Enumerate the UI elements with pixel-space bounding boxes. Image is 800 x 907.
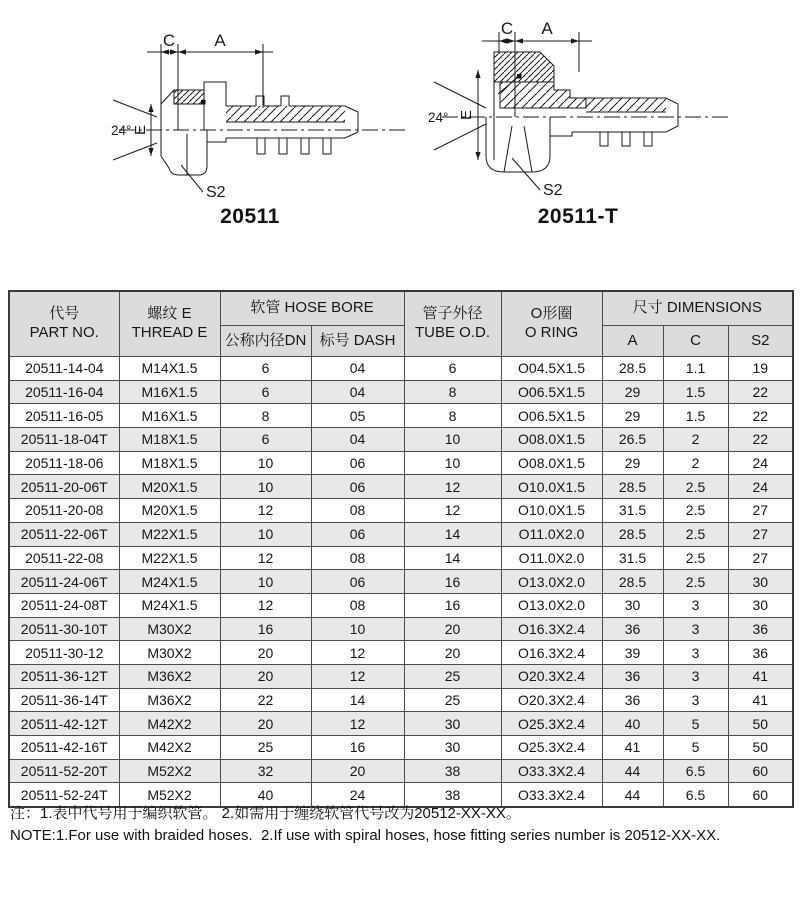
- table-cell: 20511-22-06T: [9, 522, 119, 546]
- table-row: [9, 664, 793, 688]
- table-cell: 3: [663, 593, 728, 617]
- table-cell: 20511-16-05: [9, 404, 119, 428]
- table-row: [9, 404, 793, 428]
- table-cell: 30: [404, 736, 501, 760]
- table-cell: 20511-42-16T: [9, 736, 119, 760]
- col-header-thread: [119, 291, 220, 357]
- table-cell: 28.5: [602, 475, 663, 499]
- angle-label: 24°: [428, 110, 449, 125]
- col-header-tube-od-en: TUBE O.D.: [415, 324, 491, 341]
- table-cell: O06.5X1.5: [501, 380, 602, 404]
- barb-grooves: [600, 132, 652, 146]
- table-cell: 22: [728, 404, 793, 428]
- table-cell: 25: [220, 736, 311, 760]
- table-cell: 29: [602, 380, 663, 404]
- table-cell: 60: [728, 759, 793, 783]
- table-cell: 20511-30-12: [9, 641, 119, 665]
- table-cell: 10: [220, 570, 311, 594]
- s2-leader: [512, 158, 540, 190]
- table-cell: 36: [602, 688, 663, 712]
- table-cell: M24X1.5: [119, 593, 220, 617]
- table-cell: 10: [404, 428, 501, 452]
- socket-section: [500, 82, 586, 108]
- table-cell: 1.1: [663, 357, 728, 381]
- angle-label: 24°: [111, 123, 132, 138]
- table-cell: 2.5: [663, 546, 728, 570]
- table-cell: 20511-52-24T: [9, 783, 119, 807]
- serration-hatch: [226, 106, 345, 122]
- table-cell: 28.5: [602, 522, 663, 546]
- table-cell: 04: [311, 357, 404, 381]
- table-cell: 41: [728, 688, 793, 712]
- table-cell: 20511-24-08T: [9, 593, 119, 617]
- table-cell: 36: [602, 617, 663, 641]
- table-cell: O13.0X2.0: [501, 570, 602, 594]
- table-cell: 30: [602, 593, 663, 617]
- group-header-dimensions: 尺寸 DIMENSIONS: [602, 291, 793, 326]
- table-cell: 41: [602, 736, 663, 760]
- cap-section: [494, 52, 554, 82]
- col-header-tube-od-zh: 管子外径: [422, 305, 483, 323]
- table-cell: 2: [663, 428, 728, 452]
- col-header-thread-en: THREAD E: [131, 324, 208, 341]
- note-zh: 注：1.表中代号用于编织软管。 2.如需用于缠绕软管代号改为20512-XX-XX。: [10, 805, 521, 822]
- table-cell: 38: [404, 783, 501, 807]
- table-row: [9, 451, 793, 475]
- table-cell: 16: [404, 593, 501, 617]
- table-cell: 39: [602, 641, 663, 665]
- table-cell: M24X1.5: [119, 570, 220, 594]
- table-row: [9, 475, 793, 499]
- col-header-thread-zh: 螺纹 E: [147, 305, 192, 323]
- table-cell: M52X2: [119, 759, 220, 783]
- table-cell: 24: [728, 451, 793, 475]
- spec-table-body: [9, 357, 793, 808]
- barb-notches: [256, 96, 289, 106]
- table-cell: 3: [663, 688, 728, 712]
- table-cell: 04: [311, 428, 404, 452]
- table-cell: 31.5: [602, 546, 663, 570]
- table-cell: 20511-52-20T: [9, 759, 119, 783]
- table-cell: 36: [602, 664, 663, 688]
- dim-label-a: A: [214, 31, 226, 50]
- col-header-part-no-zh: 代号: [49, 305, 80, 323]
- table-cell: O25.3X2.4: [501, 736, 602, 760]
- table-cell: 22: [728, 380, 793, 404]
- table-cell: 20511-42-12T: [9, 712, 119, 736]
- col-header-dash: 标号 DASH: [311, 326, 404, 357]
- table-cell: M30X2: [119, 641, 220, 665]
- col-header-dim-s2: S2: [728, 326, 793, 357]
- table-cell: M42X2: [119, 736, 220, 760]
- table-row: [9, 641, 793, 665]
- table-cell: 12: [311, 664, 404, 688]
- col-header-part-no-en: PART NO.: [29, 324, 99, 341]
- table-cell: 05: [311, 404, 404, 428]
- table-cell: 08: [311, 499, 404, 523]
- table-cell: O06.5X1.5: [501, 404, 602, 428]
- table-row: [9, 759, 793, 783]
- table-cell: 8: [404, 404, 501, 428]
- table-cell: 30: [728, 570, 793, 594]
- col-header-dn: 公称内径DN: [220, 326, 311, 357]
- table-cell: 12: [220, 499, 311, 523]
- table-cell: 32: [220, 759, 311, 783]
- table-cell: 6: [404, 357, 501, 381]
- table-cell: 10: [311, 617, 404, 641]
- col-header-dim-a: A: [602, 326, 663, 357]
- table-cell: 24: [728, 475, 793, 499]
- table-cell: M18X1.5: [119, 428, 220, 452]
- table-cell: O20.3X2.4: [501, 664, 602, 688]
- table-cell: 08: [311, 546, 404, 570]
- fitting-drawing-20511: [105, 18, 415, 218]
- table-cell: 2.5: [663, 499, 728, 523]
- table-cell: 6: [220, 428, 311, 452]
- table-cell: 20511-20-08: [9, 499, 119, 523]
- table-cell: 26.5: [602, 428, 663, 452]
- table-cell: 16: [311, 736, 404, 760]
- table-cell: M16X1.5: [119, 404, 220, 428]
- table-cell: 12: [311, 712, 404, 736]
- dim-label-s2: S2: [206, 184, 226, 201]
- table-cell: 2.5: [663, 475, 728, 499]
- table-cell: 6: [220, 380, 311, 404]
- table-cell: 1.5: [663, 380, 728, 404]
- group-header-hose-bore: 软管 HOSE BORE: [220, 291, 404, 326]
- table-cell: O16.3X2.4: [501, 617, 602, 641]
- dim-label-c: C: [500, 19, 514, 38]
- col-header-part-no: [9, 291, 119, 357]
- table-cell: 20: [404, 641, 501, 665]
- table-cell: M22X1.5: [119, 546, 220, 570]
- table-cell: 12: [220, 546, 311, 570]
- table-cell: M52X2: [119, 783, 220, 807]
- table-cell: 6.5: [663, 759, 728, 783]
- serration-hatch: [586, 98, 666, 112]
- table-cell: M20X1.5: [119, 475, 220, 499]
- table-cell: O08.0X1.5: [501, 451, 602, 475]
- table-cell: 24: [311, 783, 404, 807]
- table-cell: M36X2: [119, 688, 220, 712]
- table-cell: 29: [602, 404, 663, 428]
- col-header-tube-od: [404, 291, 501, 357]
- table-cell: 12: [311, 641, 404, 665]
- dim-label-a: A: [541, 19, 553, 38]
- table-cell: 3: [663, 641, 728, 665]
- table-cell: 06: [311, 522, 404, 546]
- table-cell: 3: [663, 664, 728, 688]
- table-cell: 27: [728, 522, 793, 546]
- table-cell: M36X2: [119, 664, 220, 688]
- table-cell: 10: [404, 451, 501, 475]
- hex-nut: [486, 117, 550, 172]
- table-cell: 20: [311, 759, 404, 783]
- table-cell: 41: [728, 664, 793, 688]
- table-cell: 22: [728, 428, 793, 452]
- table-cell: 10: [220, 522, 311, 546]
- collar: [204, 82, 226, 130]
- table-cell: 22: [220, 688, 311, 712]
- table-cell: 12: [404, 475, 501, 499]
- table-cell: 20: [220, 664, 311, 688]
- col-header-oring-zh: O形圈: [530, 305, 573, 323]
- table-cell: 20511-36-12T: [9, 664, 119, 688]
- table-cell: M22X1.5: [119, 522, 220, 546]
- table-row: [9, 357, 793, 381]
- table-cell: 2: [663, 451, 728, 475]
- s2-leader: [181, 165, 203, 192]
- table-cell: O11.0X2.0: [501, 546, 602, 570]
- table-cell: M18X1.5: [119, 451, 220, 475]
- table-cell: M20X1.5: [119, 499, 220, 523]
- table-row: [9, 522, 793, 546]
- fitting-drawing-20511-svg: [105, 18, 415, 218]
- barb-grooves: [257, 138, 331, 154]
- dim-label-e: E: [458, 109, 475, 121]
- table-cell: O10.0X1.5: [501, 499, 602, 523]
- table-cell: 8: [220, 404, 311, 428]
- table-cell: 3: [663, 617, 728, 641]
- table-cell: O08.0X1.5: [501, 428, 602, 452]
- table-cell: M42X2: [119, 712, 220, 736]
- table-row: [9, 617, 793, 641]
- spec-table: [8, 290, 794, 808]
- table-cell: O20.3X2.4: [501, 688, 602, 712]
- oring-dot: [201, 100, 206, 105]
- table-cell: 16: [404, 570, 501, 594]
- table-cell: M16X1.5: [119, 380, 220, 404]
- table-cell: 2.5: [663, 522, 728, 546]
- table-cell: O10.0X1.5: [501, 475, 602, 499]
- table-cell: 28.5: [602, 570, 663, 594]
- table-cell: 5: [663, 736, 728, 760]
- table-cell: 28.5: [602, 357, 663, 381]
- table-cell: 8: [404, 380, 501, 404]
- table-cell: 08: [311, 593, 404, 617]
- table-cell: 40: [602, 712, 663, 736]
- table-cell: 16: [220, 617, 311, 641]
- table-cell: 20511-18-04T: [9, 428, 119, 452]
- table-row: [9, 736, 793, 760]
- table-cell: 20511-14-04: [9, 357, 119, 381]
- drawing-title-20511: 20511: [220, 205, 280, 228]
- fitting-drawing-20511t-svg: [420, 12, 740, 217]
- table-cell: 06: [311, 451, 404, 475]
- table-cell: O13.0X2.0: [501, 593, 602, 617]
- table-cell: M14X1.5: [119, 357, 220, 381]
- table-row: [9, 570, 793, 594]
- table-cell: 20511-36-14T: [9, 688, 119, 712]
- nose-slant: [161, 90, 174, 104]
- table-cell: 04: [311, 380, 404, 404]
- table-row: [9, 380, 793, 404]
- table-row: [9, 499, 793, 523]
- table-cell: 36: [728, 617, 793, 641]
- table-cell: 1.5: [663, 404, 728, 428]
- table-cell: 50: [728, 712, 793, 736]
- table-cell: 14: [404, 522, 501, 546]
- table-cell: 12: [404, 499, 501, 523]
- table-cell: 06: [311, 570, 404, 594]
- table-row: [9, 688, 793, 712]
- table-cell: 20511-24-06T: [9, 570, 119, 594]
- table-cell: 10: [220, 451, 311, 475]
- table-cell: 44: [602, 759, 663, 783]
- table-row: [9, 593, 793, 617]
- table-cell: 50: [728, 736, 793, 760]
- table-cell: 06: [311, 475, 404, 499]
- table-cell: 27: [728, 546, 793, 570]
- table-cell: 5: [663, 712, 728, 736]
- table-cell: 29: [602, 451, 663, 475]
- table-row: [9, 712, 793, 736]
- table-cell: O25.3X2.4: [501, 712, 602, 736]
- table-cell: 20511-16-04: [9, 380, 119, 404]
- table-row: [9, 546, 793, 570]
- table-cell: 2.5: [663, 570, 728, 594]
- col-header-oring: [501, 291, 602, 357]
- drawing-title-20511t: 20511-T: [537, 205, 619, 228]
- table-cell: O33.3X2.4: [501, 759, 602, 783]
- table-cell: M30X2: [119, 617, 220, 641]
- table-cell: 12: [220, 593, 311, 617]
- table-cell: 30: [728, 593, 793, 617]
- table-cell: O16.3X2.4: [501, 641, 602, 665]
- table-cell: 20511-30-10T: [9, 617, 119, 641]
- dim-label-s2: S2: [543, 182, 563, 199]
- table-cell: O04.5X1.5: [501, 357, 602, 381]
- table-cell: 20: [220, 641, 311, 665]
- table-cell: 20: [404, 617, 501, 641]
- table-cell: 20511-20-06T: [9, 475, 119, 499]
- table-cell: 30: [404, 712, 501, 736]
- thread-band: [174, 90, 204, 104]
- oring-dot: [517, 74, 522, 79]
- table-cell: 27: [728, 499, 793, 523]
- table-cell: 25: [404, 688, 501, 712]
- table-cell: 6.5: [663, 783, 728, 807]
- table-cell: 60: [728, 783, 793, 807]
- table-cell: 19: [728, 357, 793, 381]
- table-cell: 31.5: [602, 499, 663, 523]
- note-en: NOTE:1.For use with braided hoses. 2.If use with spiral hoses, hose fitting series number is 20512-XX-XX.: [10, 827, 721, 844]
- table-row: [9, 428, 793, 452]
- dim-label-e: E: [132, 124, 149, 136]
- table-cell: 14: [404, 546, 501, 570]
- dim-label-c: C: [162, 31, 176, 50]
- col-header-dim-c: C: [663, 326, 728, 357]
- col-header-oring-en: O RING: [524, 324, 579, 341]
- table-cell: 40: [220, 783, 311, 807]
- table-cell: 6: [220, 357, 311, 381]
- tail-tip: [345, 106, 358, 138]
- table-cell: 25: [404, 664, 501, 688]
- shank-bottom: [207, 130, 345, 142]
- table-cell: 36: [728, 641, 793, 665]
- table-cell: 44: [602, 783, 663, 807]
- table-cell: 20: [220, 712, 311, 736]
- spec-table-header: [9, 291, 793, 357]
- table-cell: 38: [404, 759, 501, 783]
- table-cell: 20511-22-08: [9, 546, 119, 570]
- table-cell: 14: [311, 688, 404, 712]
- table-cell: 10: [220, 475, 311, 499]
- table-cell: O11.0X2.0: [501, 522, 602, 546]
- table-cell: 20511-18-06: [9, 451, 119, 475]
- table-cell: O33.3X2.4: [501, 783, 602, 807]
- fitting-drawing-20511t: [420, 12, 740, 217]
